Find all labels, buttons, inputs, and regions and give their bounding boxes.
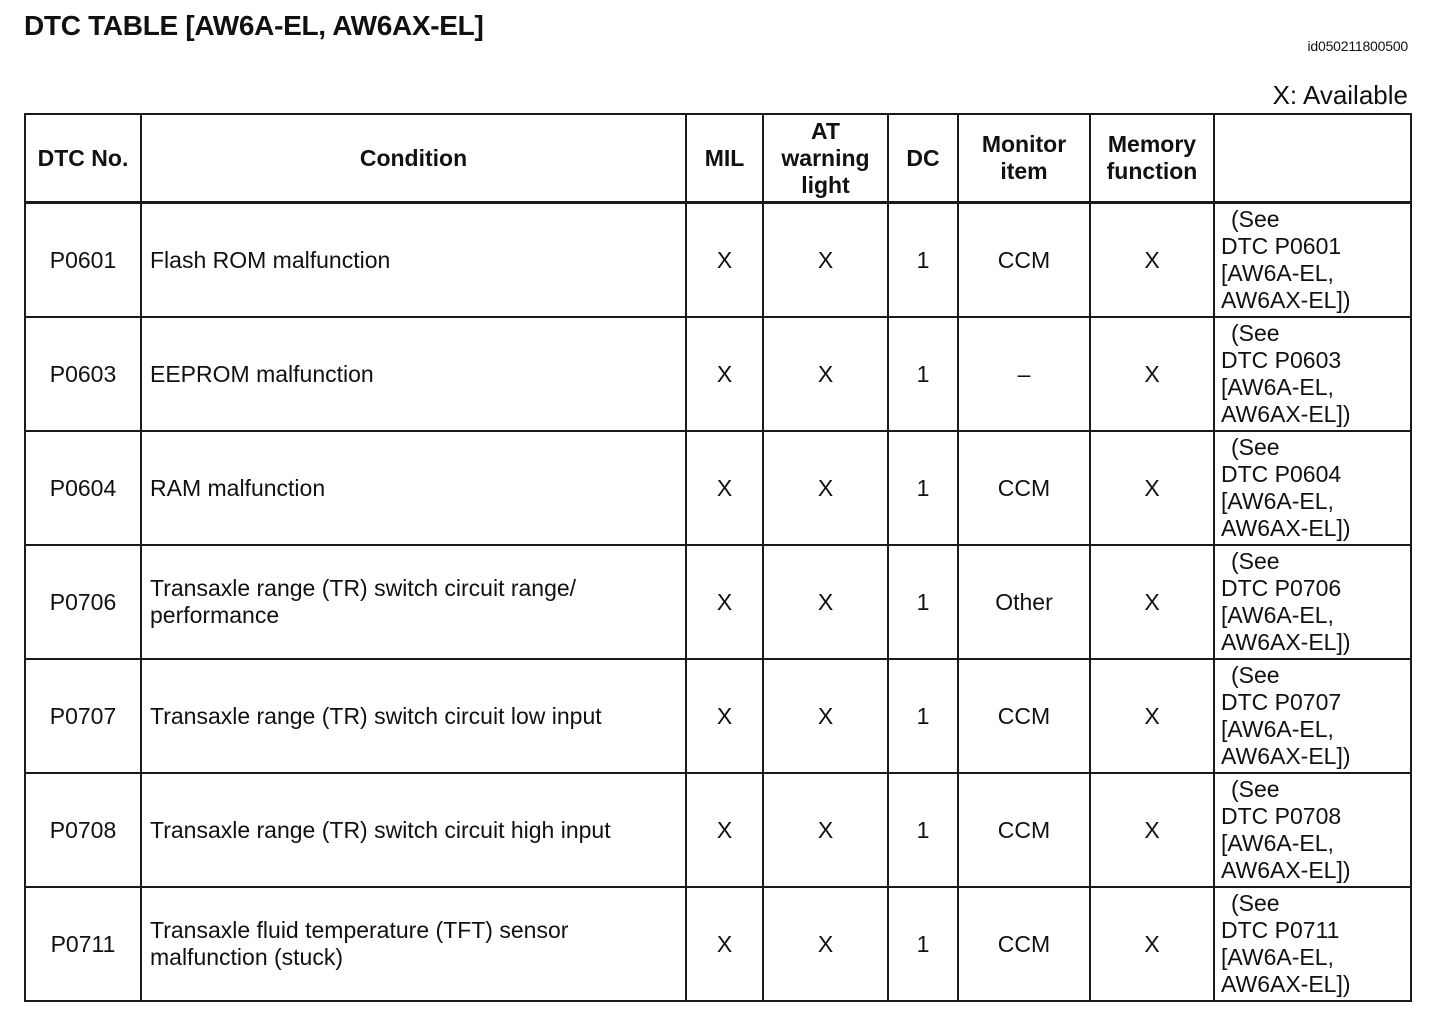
mil-mark: X [686,545,763,659]
reference-link[interactable] [1214,203,1411,318]
reference-line: DTC P0601 [1221,233,1342,259]
reference-line: AW6AX-EL]) [1221,857,1351,883]
monitor-item-value: CCM [958,773,1090,887]
dc-value: 1 [888,431,958,545]
reference-link[interactable] [1214,317,1411,431]
header-memory-function [1090,114,1214,203]
condition-text: EEPROM malfunction [141,317,686,431]
dtc-code: P0603 [25,317,141,431]
at-warning-mark: X [763,887,888,1001]
reference-line: (See [1231,206,1280,232]
header-dtc-no: DTC No. [25,114,141,203]
memory-function-mark: X [1090,203,1214,318]
reference-line: [AW6A-EL, [1221,488,1334,514]
reference-line: DTC P0711 [1221,917,1340,943]
header-reference [1214,114,1411,203]
reference-line: AW6AX-EL]) [1221,401,1351,427]
reference-line: (See [1231,434,1280,460]
at-warning-mark: X [763,545,888,659]
mil-mark: X [686,773,763,887]
reference-link[interactable] [1214,431,1411,545]
legend-note: X: Available [1272,80,1408,110]
reference-line: AW6AX-EL]) [1221,629,1351,655]
header-memory-function-line: Memory [1107,131,1197,157]
condition-text: Transaxle range (TR) switch circuit high input [141,773,686,887]
header-monitor-item-line: item [1000,158,1048,184]
table-row [25,431,1411,545]
header-condition: Condition [141,114,686,203]
condition-text: RAM malfunction [141,431,686,545]
dtc-code: P0706 [25,545,141,659]
table-row [25,887,1411,1001]
header-at-warning-light [763,114,888,203]
reference-line: [AW6A-EL, [1221,374,1334,400]
dc-value: 1 [888,773,958,887]
reference-line: [AW6A-EL, [1221,830,1334,856]
dc-value: 1 [888,317,958,431]
at-warning-mark: X [763,659,888,773]
reference-line: [AW6A-EL, [1221,260,1334,286]
header-at-warning-light-line: light [801,171,850,198]
reference-line: (See [1231,890,1280,916]
page-title: DTC TABLE [AW6A-EL, AW6AX-EL] [24,10,484,41]
reference-link[interactable] [1214,773,1411,887]
reference-line: DTC P0707 [1221,689,1342,715]
at-warning-mark: X [763,203,888,318]
table-row [25,773,1411,887]
reference-line: [AW6A-EL, [1221,716,1334,742]
reference-line: DTC P0604 [1221,461,1342,487]
reference-line: DTC P0706 [1221,575,1342,601]
monitor-item-value: CCM [958,203,1090,318]
at-warning-mark: X [763,431,888,545]
table-row [25,317,1411,431]
reference-line: AW6AX-EL]) [1221,971,1351,997]
memory-function-mark: X [1090,431,1214,545]
reference-line: [AW6A-EL, [1221,602,1334,628]
header-dc: DC [888,114,958,203]
reference-line: DTC P0708 [1221,803,1342,829]
reference-line: (See [1231,662,1280,688]
header-mil: MIL [686,114,763,203]
monitor-item-value: Other [958,545,1090,659]
header-at-warning-light-line: AT [811,117,840,144]
dtc-code: P0708 [25,773,141,887]
mil-mark: X [686,887,763,1001]
dc-value: 1 [888,203,958,318]
header-at-warning-light-line: warning [781,144,870,171]
reference-link[interactable] [1214,659,1411,773]
condition-text: Transaxle fluid temperature (TFT) sensor malfunction (stuck) [141,887,686,1001]
at-warning-mark: X [763,317,888,431]
memory-function-mark: X [1090,317,1214,431]
header-memory-function-line: function [1106,158,1198,184]
mil-mark: X [686,431,763,545]
table-row [25,545,1411,659]
memory-function-mark: X [1090,545,1214,659]
dtc-code: P0601 [25,203,141,318]
dc-value: 1 [888,887,958,1001]
reference-link[interactable] [1214,887,1411,1001]
reference-line: AW6AX-EL]) [1221,287,1351,313]
monitor-item-value: – [958,317,1090,431]
table-header-row [25,114,1411,203]
reference-line: (See [1231,548,1280,574]
dtc-code: P0604 [25,431,141,545]
mil-mark: X [686,659,763,773]
reference-line: DTC P0603 [1221,347,1342,373]
mil-mark: X [686,317,763,431]
dtc-table [24,113,1412,1002]
reference-line: (See [1231,320,1280,346]
monitor-item-value: CCM [958,431,1090,545]
condition-text: Transaxle range (TR) switch circuit range/ performance [141,545,686,659]
reference-line: AW6AX-EL]) [1221,515,1351,541]
reference-line: (See [1231,776,1280,802]
reference-link[interactable] [1214,545,1411,659]
monitor-item-value: CCM [958,887,1090,1001]
condition-text: Flash ROM malfunction [141,203,686,318]
monitor-item-value: CCM [958,659,1090,773]
table-row [25,203,1411,318]
table-row [25,659,1411,773]
reference-line: AW6AX-EL]) [1221,743,1351,769]
dc-value: 1 [888,545,958,659]
memory-function-mark: X [1090,887,1214,1001]
document-id: id050211800500 [1307,38,1408,54]
header-monitor-item-line: Monitor [981,131,1067,157]
at-warning-mark: X [763,773,888,887]
memory-function-mark: X [1090,773,1214,887]
reference-line: [AW6A-EL, [1221,944,1334,970]
dtc-code: P0707 [25,659,141,773]
header-monitor-item [958,114,1090,203]
dtc-code: P0711 [25,887,141,1001]
dc-value: 1 [888,659,958,773]
memory-function-mark: X [1090,659,1214,773]
mil-mark: X [686,203,763,318]
condition-text: Transaxle range (TR) switch circuit low input [141,659,686,773]
